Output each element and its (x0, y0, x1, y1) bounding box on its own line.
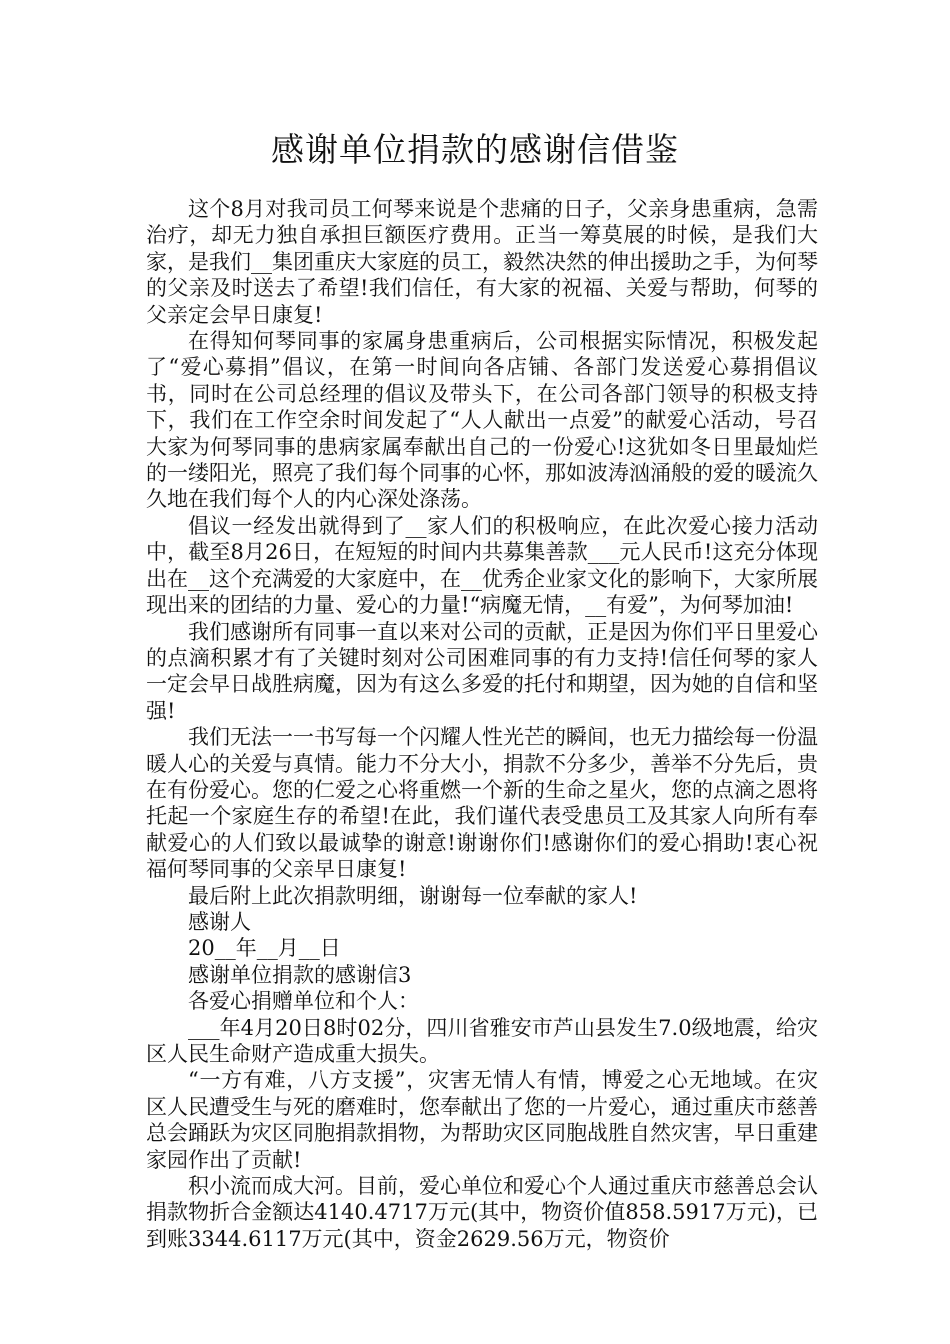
paragraph-1: 这个8月对我司员工何琴来说是个悲痛的日子，父亲身患重病，急需治疗，却无力独自承担巨额医疗费用。正当一筹莫展的时候，是我们大家，是我们__集团重庆大家庭的员工，毅然决然的伸出援助之手，为何琴的父亲及时送去了希望!我们信任，有大家的祝福、关爱与帮助，何琴的父亲定会早日康复! (146, 197, 818, 327)
section-heading: 感谢单位捐款的感谢信3 (188, 962, 412, 987)
date-line: 20__年__月__日 (188, 936, 341, 961)
page-title: 感谢单位捐款的感谢信借鉴 (271, 130, 679, 169)
paragraph-closing: 最后附上此次捐款明细，谢谢每一位奉献的家人! (188, 883, 638, 908)
paragraph-6: ___年4月20日8时02分，四川省雅安市芦山县发生7.0级地震，给灾区人民生命财产造成重大损失。 (146, 1015, 818, 1066)
paragraph-8: 积小流而成大河。目前，爱心单位和爱心个人通过重庆市慈善总会认捐款物折合金额达4140.4717万元(其中，物资价值858.5917万元)，已到账3344.6117万元(其中，资金2629.56万元，物资价 (146, 1174, 818, 1251)
paragraph-3: 倡议一经发出就得到了__家人们的积极响应，在此次爱心接力活动中，截至8月26日，在短短的时间内共募集善款___元人民币!这充分体现出在__这个充满爱的大家庭中，在__优秀企业家文化的影响下，大家所展现出来的团结的力量、爱心的力量!“病魔无情，__有爱”，为何琴加油! (146, 513, 818, 618)
signature-label: 感谢人 (188, 909, 251, 934)
paragraph-7: “一方有难，八方支援”，灾害无情人有情，博爱之心无地域。在灾区人民遭受生与死的磨难时，您奉献出了您的一片爱心，通过重庆市慈善总会踊跃为灾区同胞捐款捐物，为帮助灾区同胞战胜自然灾害，早日重建家园作出了贡献! (146, 1068, 818, 1172)
paragraph-4: 我们感谢所有同事一直以来对公司的贡献，正是因为你们平日里爱心的点滴积累才有了关键时刻对公司困难同事的有力支持!信任何琴的家人一定会早日战胜病魔，因为有这么多爱的托付和期望，因为她的自信和坚强! (146, 619, 818, 723)
letter-body (146, 196, 818, 1252)
paragraph-5: 我们无法一一书写每一个闪耀人性光芒的瞬间，也无力描绘每一份温暖人心的关爱与真情。能力不分大小，捐款不分多少，善举不分先后，贵在有份爱心。您的仁爱之心将重燃一个新的生命之星火，您的点滴之恩将托起一个家庭生存的希望!在此，我们谨代表受患员工及其家人向所有奉献爱心的人们致以最诚挚的谢意!谢谢你们!感谢你们的爱心捐助!衷心祝福何琴同事的父亲早日康复! (146, 725, 818, 882)
paragraph-2: 在得知何琴同事的家属身患重病后，公司根据实际情况，积极发起了“爱心募捐”倡议，在第一时间向各店铺、各部门发送爱心募捐倡议书，同时在公司总经理的倡议及带头下，在公司各部门领导的积极支持下，我们在工作空余时间发起了“人人献出一点爱”的献爱心活动，号召大家为何琴同事的患病家属奉献出自己的一份爱心!这犹如冬日里最灿烂的一缕阳光，照亮了我们每个同事的心怀，那如波涛汹涌般的爱的暖流久久地在我们每个人的内心深处涤荡。 (146, 329, 818, 512)
salutation: 各爱心捐赠单位和个人： (188, 989, 419, 1014)
